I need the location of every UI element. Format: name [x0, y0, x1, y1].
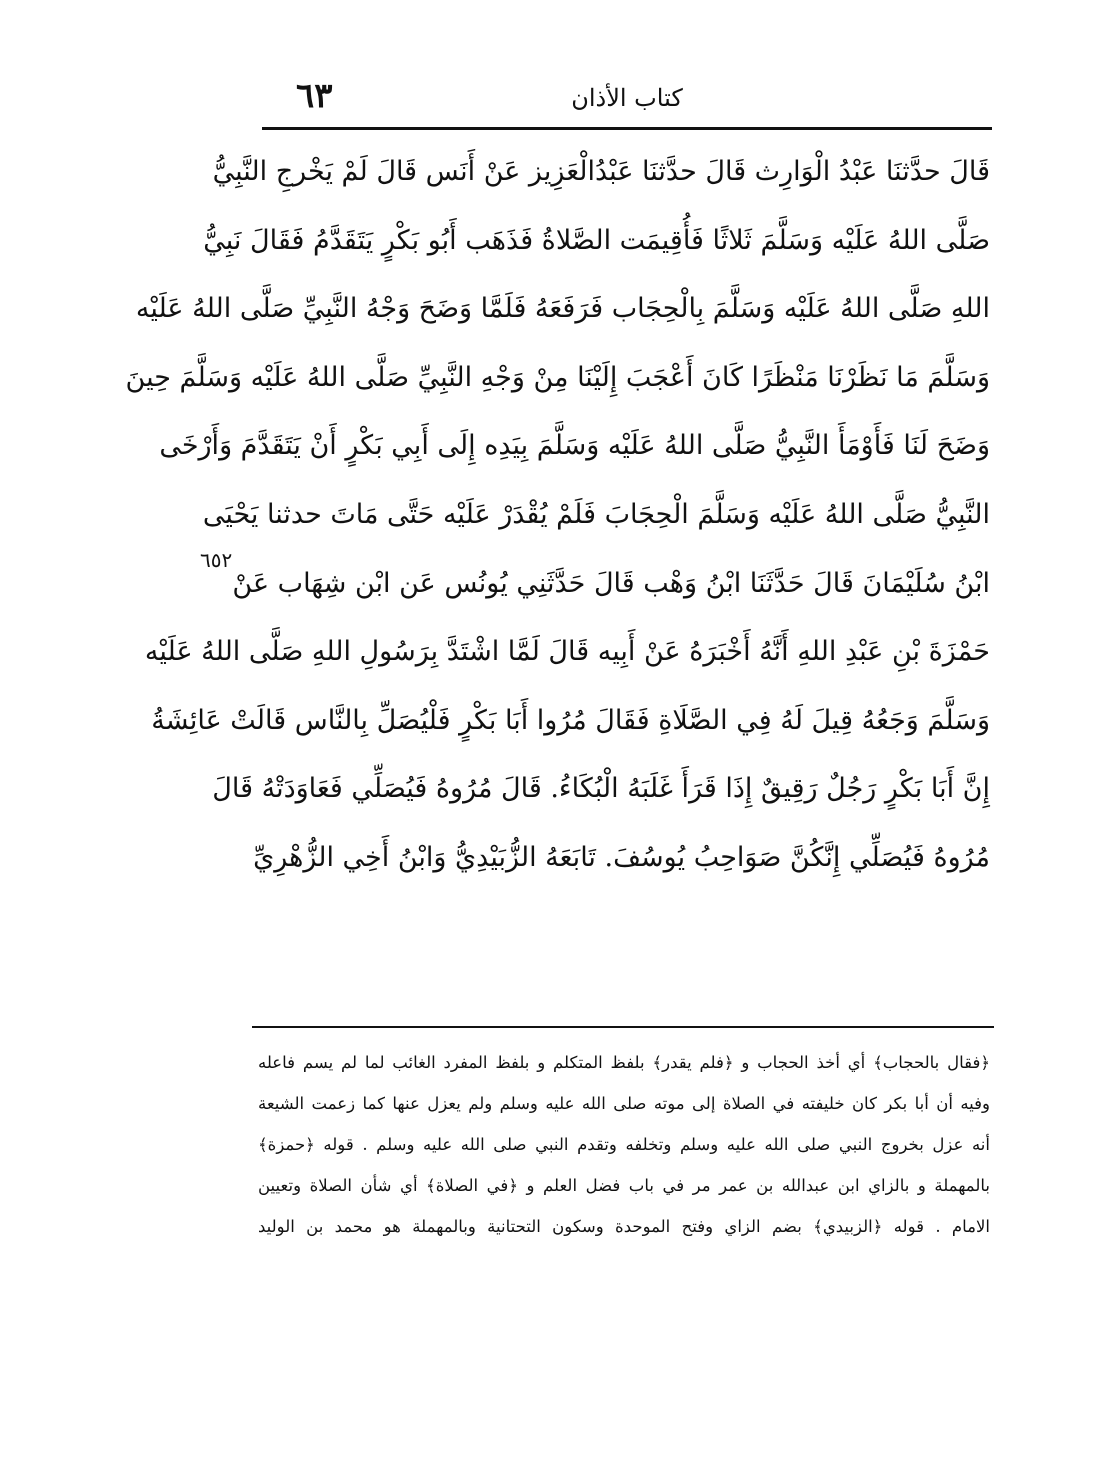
- footnote-line: ﴿فقال بالحجاب﴾ أي أخذ الحجاب و ﴿فلم يقدر﴾ بلفظ المتكلم و بلفظ المفرد الغائب لما لم يسم فاعله: [258, 1053, 990, 1072]
- footnote-line: الامام . قوله ﴿الزبيدي﴾ بضم الزاي وفتح الموحدة وسكون التحتانية وبالمهملة هو محمد بن الوليد: [258, 1217, 990, 1236]
- footnote-line: أنه عزل بخروج النبي صلى الله عليه وسلم وتخلفه وتقدم النبي صلى الله عليه وسلم . قوله ﴿حمزة﴾: [258, 1135, 990, 1154]
- text-line: وَضَحَ لَنَا فَأَوْمَأَ النَّبِيُّ صَلَّى اللهُ عَلَيْه وَسَلَّمَ بِيَدِه إِلَى أَبِي بَكْرٍ أَنْ يَتَقَدَّمَ وَأَرْخَى: [159, 430, 990, 462]
- footnote-rule: [252, 1026, 994, 1028]
- running-title: كتاب الأذان: [571, 84, 683, 112]
- text-line: اللهِ صَلَّى اللهُ عَلَيْه وَسَلَّمَ بِالْحِجَاب فَرَفَعَهُ فَلَمَّا وَضَحَ وَجْهُ النَّبِيِّ صَلَّى اللهُ عَلَيْه: [135, 293, 990, 325]
- text-line: حَمْزَةَ بْنِ عَبْدِ اللهِ أَنَّهُ أَخْبَرَهُ عَنْ أَبِيه قَالَ لَمَّا اشْتَدَّ بِرَسُولِ اللهِ صَلَّى اللهُ عَلَيْه: [144, 636, 990, 668]
- footnote-line: بالمهملة و بالزاي ابن عبدالله بن عمر مر في باب فضل العلم و ﴿في الصلاة﴾ أي شأن الصلاة وتعيين: [258, 1176, 990, 1195]
- margin-hadith-number: ٦٥٢: [200, 548, 233, 572]
- text-line: صَلَّى اللهُ عَلَيْه وَسَلَّمَ ثَلاثًا فَأُقِيمَت الصَّلاةُ فَذَهَب أَبُو بَكْرٍ يَتَقَدَّمُ فَقَالَ نَبِيُّ: [203, 224, 990, 256]
- text-line: قَالَ حدَّثنَا عَبْدُ الْوَارِث قَالَ حدَّثنَا عَبْدُالْعَزِيز عَنْ أَنَس قَالَ لَمْ يَخْرجِ النَّبِيُّ: [212, 156, 990, 187]
- text-line: وَسَلَّمَ مَا نَظَرْنَا مَنْظَرًا كَانَ أَعْجَبَ إِلَيْنَا مِنْ وَجْهِ النَّبِيِّ صَلَّى اللهُ عَلَيْه وَسَلَّمَ حِينَ: [125, 361, 990, 393]
- text-line: إِنَّ أَبَا بَكْرٍ رَجُلٌ رَقِيقٌ إِذَا قَرَأَ غَلَبَهُ الْبُكَاءُ. قَالَ مُرُوهُ فَيُصَلِّي فَعَاوَدَتْهُ قَالَ: [212, 773, 990, 805]
- footnotes: [258, 1042, 990, 1247]
- text-line: وَسَلَّمَ وَجَعُهُ قِيلَ لَهُ فِي الصَّلَاةِ فَقَالَ مُرُوا أَبَا بَكْرٍ فَلْيُصَلِّ بِالنَّاس قَالَتْ عَائِشَةُ: [151, 704, 990, 736]
- text-line: ابْنُ سُلَيْمَانَ قَالَ حَدَّثَنَا ابْنُ وَهْب قَالَ حَدَّثَنِي يُونُس عَن ابْن شِهَاب عَنْ: [232, 567, 990, 599]
- footnote-line: وفيه أن أبا بكر كان خليفته في الصلاة إلى موته صلى الله عليه وسلم ولم يعزل عنها كما زعمت الشيعة: [258, 1094, 990, 1113]
- text-line: النَّبِيُّ صَلَّى اللهُ عَلَيْه وَسَلَّمَ الْحِجَابَ فَلَمْ يُقْدَرْ عَلَيْه حَتَّى مَاتَ حدثنا يَحْيَى: [202, 498, 990, 530]
- page-header: [262, 70, 992, 126]
- page-number: ٦٣: [296, 76, 333, 116]
- header-rule: [262, 127, 992, 130]
- text-line: مُرُوهُ فَيُصَلِّي إِنَّكُنَّ صَوَاحِبُ يُوسُفَ. تَابَعَهُ الزُّبَيْدِيُّ وَابْنُ أَخِي الزُّهْرِيِّ: [253, 841, 990, 873]
